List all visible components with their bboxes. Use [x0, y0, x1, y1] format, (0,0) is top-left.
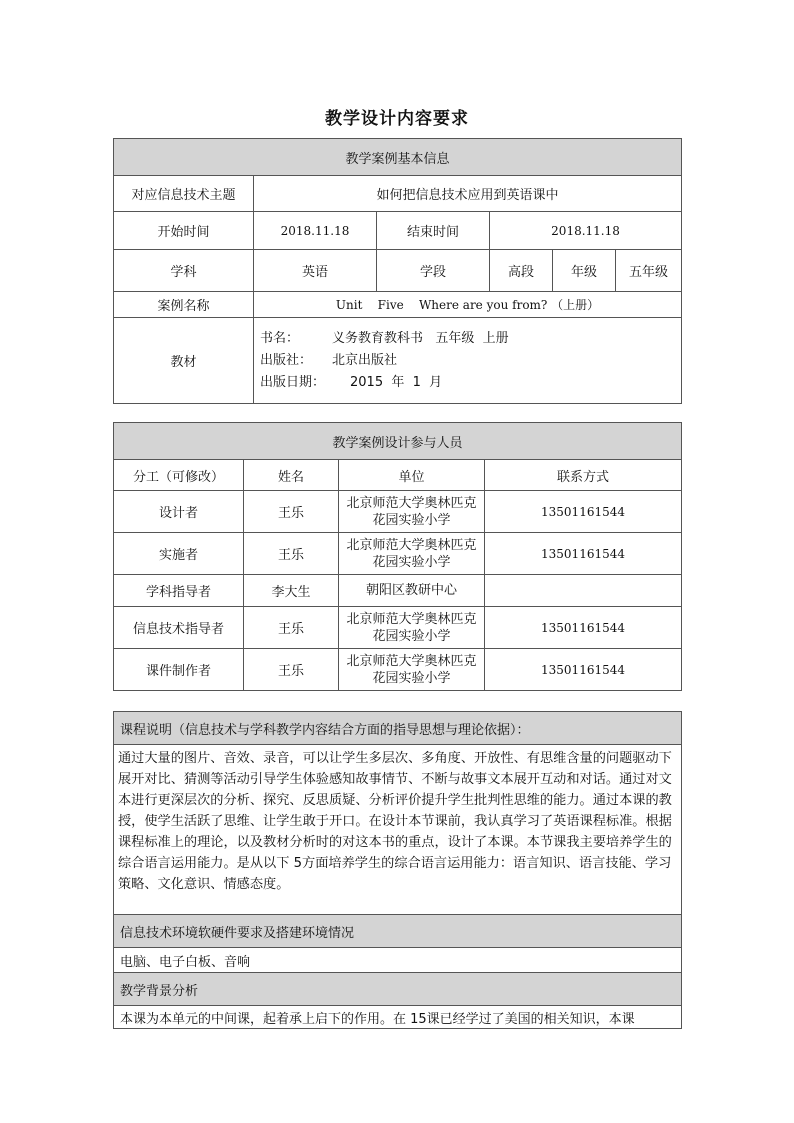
unit-cell: 朝阳区教研中心: [339, 575, 485, 607]
pub-date-row: [260, 372, 679, 394]
name-cell: 李大生: [244, 575, 339, 607]
role-cell: 实施者: [114, 533, 244, 575]
basic-info-header: 教学案例基本信息: [114, 139, 682, 176]
publisher-row: [260, 350, 679, 372]
unit-cell: 北京师范大学奥林匹克花园实验小学: [339, 491, 485, 533]
contact-cell: [485, 575, 682, 607]
name-cell: 王乐: [244, 533, 339, 575]
environment-header: 信息技术环境软硬件要求及搭建环境情况: [114, 915, 682, 948]
book-name-label: 书名：: [260, 330, 300, 346]
column-header-contact: 联系方式: [485, 460, 682, 491]
column-header-role: 分工（可修改）: [114, 460, 244, 491]
grade-value: 五年级: [616, 250, 682, 292]
course-sections-table: [113, 711, 682, 1029]
background-analysis-text: 本课为本单元的中间课，起着承上启下的作用。在 15课已经学过了美国的相关知识，本课: [114, 1006, 682, 1029]
background-analysis-header: 教学背景分析: [114, 973, 682, 1006]
basic-info-table: [113, 138, 682, 404]
stage-label: 学段: [377, 250, 490, 292]
grade-label: 年级: [553, 250, 616, 292]
publisher-value: 北京出版社: [332, 352, 398, 368]
contact-cell: 13501161544: [485, 649, 682, 691]
end-time-value: 2018.11.18: [490, 212, 682, 250]
stage-value: 高段: [490, 250, 553, 292]
case-name-label: 案例名称: [114, 292, 254, 318]
course-description-text: 通过大量的图片、音效、录音，可以让学生多层次、多角度、开放性、有思维含量的问题驱动下展开对比、猜测等活动引导学生体验感知故事情节、不断与故事文本展开互动和对话。通过对文本进行更深层次的分析、探究、反思质疑、分析评价提升学生批判性思维的能力。通过本课的教授，使学生活跃了思维、让学生敢于开口。在设计本节课前，我认真学习了英语课程标准。根据课程标准上的理论，以及教材分析时的对这本书的重点，设计了本课。本节课我主要培养学生的综合语言运用能力。是从以下 5方面培养学生的综合语言运用能力：语言知识、语言技能、学习策略、文化意识、情感态度。: [114, 745, 682, 915]
table-row: [114, 533, 682, 575]
start-time-value: 2018.11.18: [254, 212, 377, 250]
table-row: [114, 607, 682, 649]
participants-header: 教学案例设计参与人员: [114, 423, 682, 460]
name-cell: 王乐: [244, 649, 339, 691]
unit-cell: 北京师范大学奥林匹克花园实验小学: [339, 533, 485, 575]
contact-cell: 13501161544: [485, 533, 682, 575]
role-cell: 信息技术指导者: [114, 607, 244, 649]
subject-label: 学科: [114, 250, 254, 292]
table-row: [114, 575, 682, 607]
book-name-row: [260, 328, 679, 350]
participants-table: [113, 422, 682, 691]
name-cell: 王乐: [244, 491, 339, 533]
role-cell: 学科指导者: [114, 575, 244, 607]
column-header-unit: 单位: [339, 460, 485, 491]
table-row: [114, 491, 682, 533]
publisher-label: 出版社：: [260, 352, 313, 368]
role-cell: 设计者: [114, 491, 244, 533]
theme-label: 对应信息技术主题: [114, 176, 254, 212]
start-time-label: 开始时间: [114, 212, 254, 250]
pub-date-label: 出版日期：: [260, 374, 326, 390]
environment-text: 电脑、电子白板、音响: [114, 948, 682, 973]
pub-date-value: 2015 年 1 月: [350, 374, 443, 390]
unit-cell: 北京师范大学奥林匹克花园实验小学: [339, 607, 485, 649]
contact-cell: 13501161544: [485, 607, 682, 649]
contact-cell: 13501161544: [485, 491, 682, 533]
theme-value: 如何把信息技术应用到英语课中: [254, 176, 682, 212]
page-title: 教学设计内容要求: [325, 109, 469, 129]
course-description-header: 课程说明（信息技术与学科教学内容结合方面的指导思想与理论依据）：: [114, 712, 682, 745]
name-cell: 王乐: [244, 607, 339, 649]
case-name-value: Unit Five Where are you from? （上册）: [254, 292, 682, 318]
table-row: [114, 649, 682, 691]
end-time-label: 结束时间: [377, 212, 490, 250]
book-name-value: 义务教育教科书 五年级 上册: [332, 330, 509, 346]
role-cell: 课件制作者: [114, 649, 244, 691]
subject-value: 英语: [254, 250, 377, 292]
unit-cell: 北京师范大学奥林匹克花园实验小学: [339, 649, 485, 691]
column-header-name: 姓名: [244, 460, 339, 491]
textbook-label: 教材: [114, 318, 254, 404]
textbook-details: [254, 318, 682, 404]
